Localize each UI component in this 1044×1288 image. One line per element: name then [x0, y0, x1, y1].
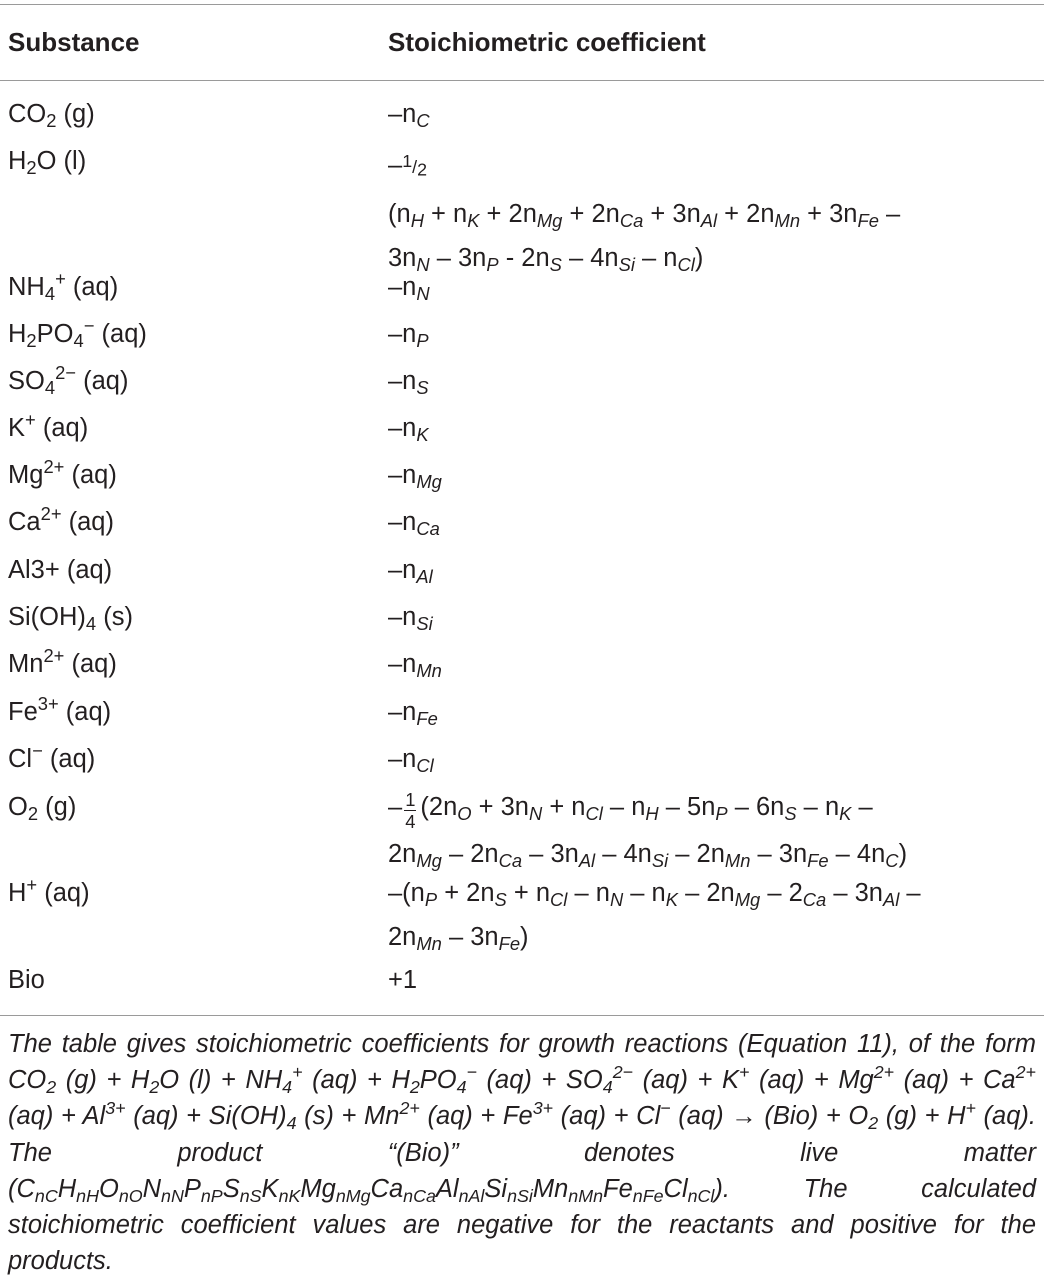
substance-cell: $H_2O$ (l): [8, 147, 87, 179]
coefficient-cell: $-n_{Mg}$: [388, 461, 442, 493]
substance-cell: $O_2$ (g): [8, 793, 77, 825]
coefficient-cell: $-n_{Al}$: [388, 556, 433, 588]
substance-cell: $H_2PO_4^-$ (aq): [8, 314, 147, 352]
coefficient-cell: $-n_K$: [388, 414, 429, 446]
substance-cell: $NH_4^+$ (aq): [8, 267, 119, 305]
coefficient-cell: $-n_S$: [388, 367, 429, 399]
substance-cell: $SO_4^{2-}$ (aq): [8, 361, 129, 399]
substance-cell: Cl− (aq): [8, 739, 96, 773]
coefficient-cell: $-n_P$: [388, 320, 429, 352]
coefficient-cell: $-n_{Cl}$: [388, 745, 434, 777]
substance-cell: $Fe^{3+}$ (aq): [8, 692, 112, 726]
substance-cell: $Mg^{2+}$ (aq): [8, 455, 117, 489]
coefficient-cell: – $\frac{1}{4}$ ($2n_O + 3n_N + n_{Cl} - n_H - 5n_P - 6n_S - n_K$ – $2n_{Mg} - 2n_{Ca} - 3n_{Al} - 4n_{Si} - 2n_{Mn} - 3n_{Fe} - 4n_C$): [388, 789, 908, 872]
coefficient-cell: $-n_{Si}$: [388, 603, 433, 635]
substance-cell: Bio: [8, 966, 45, 994]
coefficient-cell: $-n_N$: [388, 273, 430, 305]
coefficient-cell: $-n_{Ca}$: [388, 508, 440, 540]
substance-cell: H+ (aq): [8, 873, 90, 907]
coefficient-cell: $-n_{Mn}$: [388, 650, 442, 682]
header-coefficient: Stoichiometric coefficient: [388, 27, 706, 57]
substance-cell: K+ (aq): [8, 408, 89, 442]
coefficient-cell: +1: [388, 966, 418, 994]
header-substance: Substance: [8, 27, 140, 57]
coefficient-cell: –1/2 ($n_H + n_K + 2n_{Mg} + 2n_{Ca} + 3n_{Al} + 2n_{Mn} + 3n_{Fe}$ – $3n_N - 3n_P - 2n_S - 4n_{Si} - n_{Cl}$): [388, 151, 901, 276]
bottom-rule: [0, 1015, 1044, 1016]
header-rule: [0, 80, 1044, 81]
coefficient-cell: $-n_C$: [388, 100, 430, 132]
substance-cell: $Ca^{2+}$ (aq): [8, 502, 114, 536]
substance-cell: Al3+ (aq): [8, 556, 113, 584]
fraction-one-quarter: $\frac{1}{4}$: [405, 789, 416, 833]
substance-cell: $Mn^{2+}$ (aq): [8, 644, 117, 678]
substance-cell: $Si(OH)_4$ (s): [8, 603, 133, 635]
table-footnote: The table gives stoichiometric coefficients for growth reactions (Equation 11), of the form $CO_2$ $(g) + H_2O$ $(l) + NH_4^+$ $(aq) + H_2PO_4^-$ $(aq) + SO_4^{2-}$ (aq) + K+ $(aq) + Mg^{2+}$ $(aq) + Ca^{2+}$ $(aq) + Al^{3+}$ $(aq) + Si(OH)_4$ $(s) + Mn^{2+}$ $(aq) + Fe^{3+}$ (aq) + Cl− $(aq) \to (Bio) + O_2$ (g) + H+ (aq). The product “(Bio)” denotes live matter $(C_{nC}H_{nH}O_{nO}N_{nN}P_{nP}S_{nS}K_{nK}Mg_{nMg}Ca_{nCa}Al_{nAl}Si_{nSi}Mn_{nMn}Fe_{nFe}Cl_{nCl})$. The calculated stoichiometric coefficient values are negative for the reactants and positive for the products.: [8, 1030, 1036, 1276]
top-rule: [0, 4, 1044, 5]
substance-cell: $CO_2$ (g): [8, 100, 95, 132]
coefficient-cell: $-n_{Fe}$: [388, 698, 438, 730]
coefficient-cell: $-(n_P + 2n_S + n_{Cl} - n_N - n_K - 2n_{Mg} - 2_{Ca} - 3n_{Al}$ – $2n_{Mn} - 3n_{Fe}$): [388, 879, 921, 955]
